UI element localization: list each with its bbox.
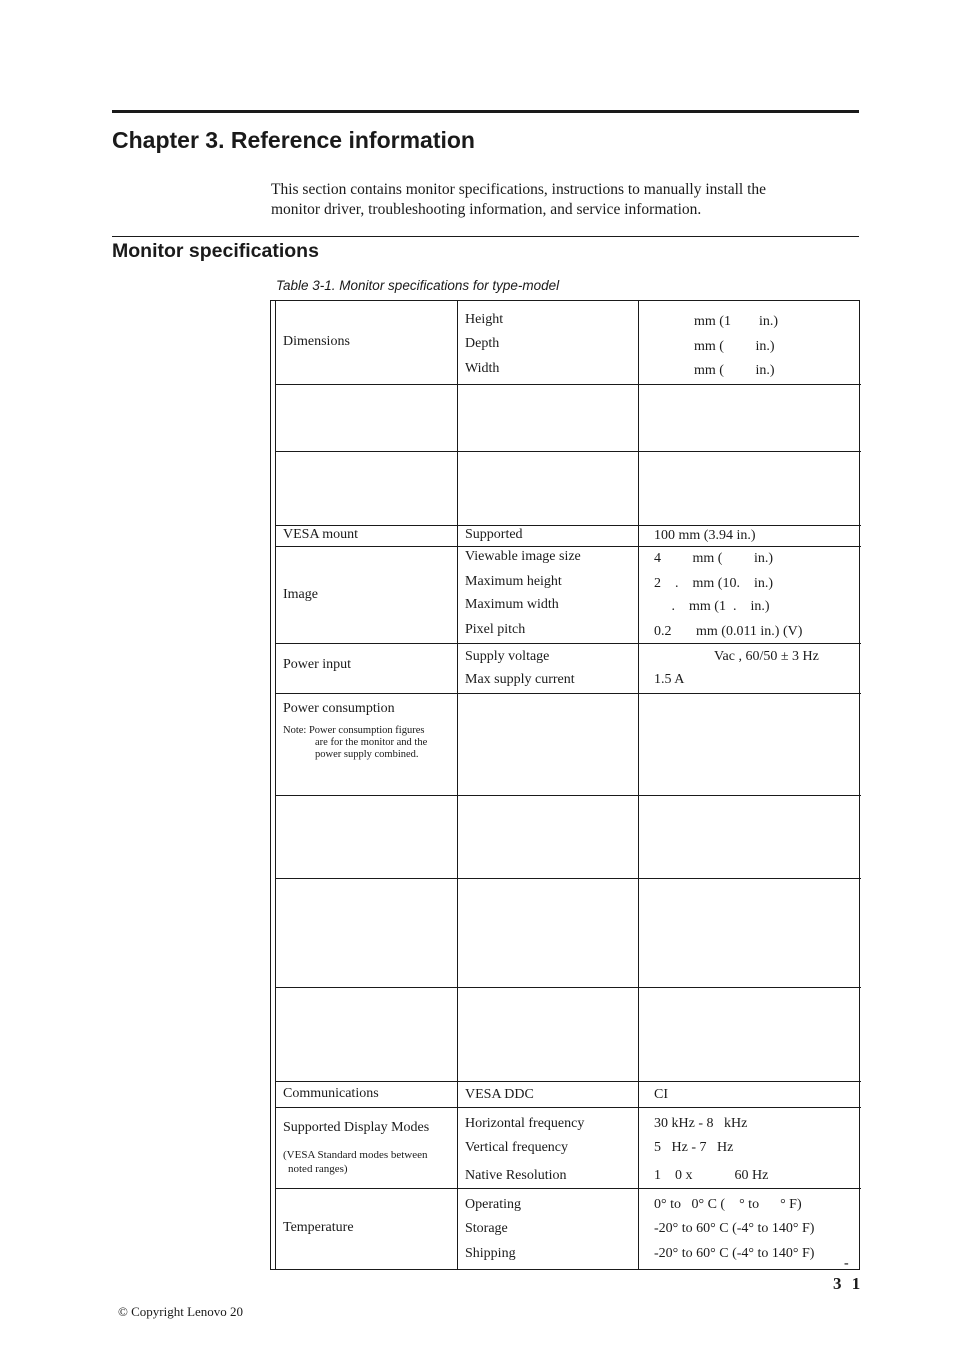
page-dash: - xyxy=(844,1256,849,1271)
value-width: mm ( in.) xyxy=(694,363,775,378)
value-max-supply-current: 1.5 A xyxy=(654,672,685,687)
row-label-communications: Communications xyxy=(283,1086,379,1101)
item-supported: Supported xyxy=(465,527,523,542)
item-viewable-image-size: Viewable image size xyxy=(465,549,581,564)
table-row-divider xyxy=(275,693,861,694)
table-row-divider xyxy=(275,795,861,796)
value-horizontal-frequency: 30 kHz - 8 kHz xyxy=(654,1116,748,1131)
table-row-divider xyxy=(275,451,861,452)
item-depth: Depth xyxy=(465,336,500,351)
row-label-power-consumption: Power consumption xyxy=(283,701,395,716)
item-maximum-height: Maximum height xyxy=(465,574,562,589)
item-pixel-pitch: Pixel pitch xyxy=(465,622,526,637)
section-title: Monitor specifications xyxy=(112,240,319,262)
table-row-divider xyxy=(275,1081,861,1082)
row-label-temperature: Temperature xyxy=(283,1220,354,1235)
item-native-resolution: Native Resolution xyxy=(465,1168,567,1183)
table-left-line xyxy=(275,300,276,1270)
note-line: Note: Power consumption figures xyxy=(283,725,425,736)
item-supply-voltage: Supply voltage xyxy=(465,649,550,664)
table-row-divider xyxy=(275,1107,861,1108)
value-shipping: -20° to 60° C (-4° to 140° F) xyxy=(654,1246,815,1261)
value-depth: mm ( in.) xyxy=(694,339,775,354)
value-maximum-width: . mm (1 . in.) xyxy=(654,599,770,614)
section-rule xyxy=(112,236,859,237)
item-shipping: Shipping xyxy=(465,1246,516,1261)
chapter-title: Chapter 3. Reference information xyxy=(112,127,475,153)
table-caption: Table 3-1. Monitor specifications for type-model xyxy=(276,278,560,293)
row-label-power-input: Power input xyxy=(283,657,352,672)
value-vesa-ddc: CI xyxy=(654,1087,668,1102)
value-vesa-mount: 100 mm (3.94 in.) xyxy=(654,528,756,543)
item-vertical-frequency: Vertical frequency xyxy=(465,1140,568,1155)
table-row-divider xyxy=(275,384,861,385)
item-horizontal-frequency: Horizontal frequency xyxy=(465,1116,585,1131)
table-row-divider xyxy=(275,525,861,526)
item-maximum-width: Maximum width xyxy=(465,597,559,612)
item-vesa-ddc: VESA DDC xyxy=(465,1087,534,1102)
table-row-divider xyxy=(275,987,861,988)
row-label-supported-display-modes: Supported Display Modes xyxy=(283,1120,430,1135)
intro-line: This section contains monitor specifications, instructions to manually install the xyxy=(271,181,767,198)
value-viewable-image-size: 4 mm ( in.) xyxy=(654,551,773,566)
value-vertical-frequency: 5 Hz - 7 Hz xyxy=(654,1140,734,1155)
table-row-divider xyxy=(275,878,861,879)
intro-paragraph xyxy=(271,180,861,219)
note-line: (VESA Standard modes between xyxy=(283,1149,428,1161)
table-row-divider xyxy=(275,546,861,547)
value-storage: -20° to 60° C (-4° to 140° F) xyxy=(654,1221,815,1236)
value-native-resolution: 1 0 x 60 Hz xyxy=(654,1168,769,1183)
value-pixel-pitch: 0.2 mm (0.011 in.) (V) xyxy=(654,624,803,639)
power-consumption-note xyxy=(283,725,427,761)
table-row-divider xyxy=(275,1188,861,1189)
table-col-divider xyxy=(457,300,458,1270)
row-label-dimensions: Dimensions xyxy=(283,334,350,349)
note-line: noted ranges) xyxy=(288,1163,348,1175)
note-line: power supply combined. xyxy=(315,749,419,760)
item-height: Height xyxy=(465,312,504,327)
item-storage: Storage xyxy=(465,1221,508,1236)
row-label-vesa-mount: VESA mount xyxy=(283,527,359,542)
item-max-supply-current: Max supply current xyxy=(465,672,575,687)
table-row-divider xyxy=(275,643,861,644)
value-supply-voltage: Vac , 60/50 ± 3 Hz xyxy=(714,649,819,664)
value-operating: 0° to 0° C ( ° to ° F) xyxy=(654,1197,802,1212)
row-label-image: Image xyxy=(283,587,318,602)
note-line: are for the monitor and the xyxy=(315,737,428,748)
item-width: Width xyxy=(465,361,500,376)
page-number: 3 1 xyxy=(833,1274,864,1293)
intro-line: monitor driver, troubleshooting information, and service information. xyxy=(271,200,702,218)
table-col-divider xyxy=(638,300,639,1270)
value-height: mm (1 in.) xyxy=(694,314,778,329)
top-rule xyxy=(112,110,859,113)
copyright-notice: © Copyright Lenovo 20 xyxy=(118,1304,244,1319)
item-operating: Operating xyxy=(465,1197,521,1212)
display-modes-note xyxy=(283,1148,428,1176)
value-maximum-height: 2 . mm (10. in.) xyxy=(654,576,773,591)
